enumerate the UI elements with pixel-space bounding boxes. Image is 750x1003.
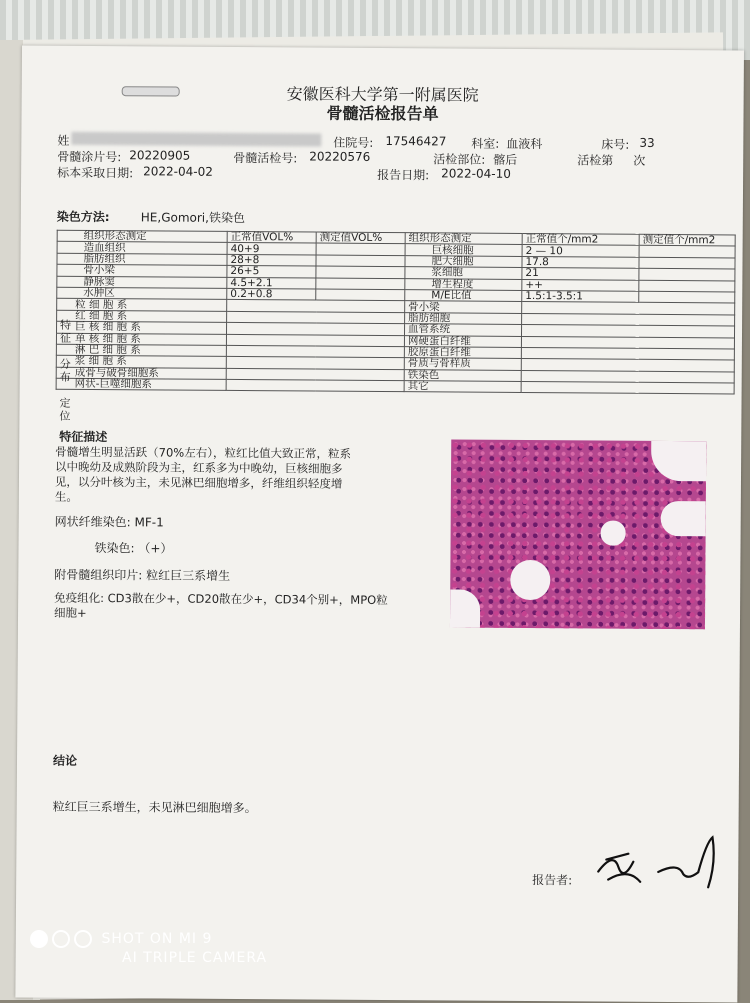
dept-label: 科室: (471, 136, 500, 151)
hospital-name: 安徽医科大学第一附属医院 (286, 84, 479, 105)
ihc-line: 免疫组化: CD3散在少+，CD20散在少+，CD34个别+，MPO粒 (54, 590, 388, 608)
ihc-result (54, 591, 388, 623)
table-cell: 增生程度 (405, 278, 522, 290)
stain-value: HE,Gomori,铁染色 (140, 210, 246, 226)
conclusion-text: 粒红巨三系增生，未见淋巴细胞增多。 (52, 799, 257, 816)
feature-side-char: 特 (60, 318, 72, 332)
table-cell: M/E比值 (405, 290, 522, 302)
feature-cell: 粒 细 胞 系 (57, 299, 227, 312)
ihc-line: 细胞+ (54, 605, 87, 620)
features-description (55, 445, 351, 507)
table-cell: 17.8 (522, 256, 639, 268)
table-cell: 2 — 10 (522, 245, 639, 257)
bone-marrow-micrograph (450, 439, 706, 629)
header-cell: 测定值VOL% (316, 232, 405, 244)
desc-line: 骨髓增生明显活跃（70%左右），粒红比值大致正常，粒系 (55, 444, 352, 461)
report-date-label: 报告日期: (377, 167, 430, 183)
feature-cell: 红 细 胞 系 (57, 310, 227, 323)
table-cell (639, 280, 735, 292)
sample-date: 2022-04-02 (143, 164, 213, 179)
reticulin-stain: 网状纤维染色: MF-1 (54, 514, 164, 530)
admission-label: 住院号: (333, 135, 374, 150)
biopsy-label: 骨髓活检号: (233, 150, 298, 166)
times-label: 活检第 (577, 153, 614, 168)
table-cell: 静脉窦 (57, 276, 227, 289)
header-cell: 组织形态测定 (57, 230, 227, 243)
feature-cell: 骨小梁 (405, 301, 522, 313)
camera-watermark (30, 930, 267, 966)
table-cell (639, 246, 735, 258)
table-cell: ++ (522, 279, 639, 291)
dept-value: 血液科 (506, 136, 543, 152)
report-sheet (15, 45, 744, 1002)
watermark-line2: AI TRIPLE CAMERA (122, 950, 268, 966)
admission-number: 17546427 (385, 134, 447, 149)
table-cell (639, 268, 735, 280)
table-cell: 4.5+2.1 (227, 277, 316, 289)
table-cell (316, 266, 405, 278)
desc-line: 见，以分叶核为主，未见淋巴细胞增多，纤维组织轻度增 (54, 474, 343, 491)
table-cell: 骨小梁 (57, 264, 227, 277)
table-cell: 0.2+0.8 (227, 288, 316, 300)
desc-line: 以中晚幼及成熟阶段为主，红系多为中晚幼，巨核细胞多 (55, 459, 343, 476)
redacted-name (71, 132, 321, 147)
stain-label: 染色方法: (56, 209, 110, 225)
feature-cell: 其它 (404, 381, 521, 393)
micrograph-space (661, 501, 706, 536)
name-label: 姓 (57, 133, 70, 148)
feature-side-char: 征 (59, 331, 72, 345)
feature-value (521, 382, 734, 395)
smear-number: 20220905 (129, 148, 191, 163)
table-cell: 浆细胞 (405, 267, 522, 279)
micrograph-space (510, 560, 550, 600)
feature-cell: 巨 核 细 胞 系 (57, 321, 227, 334)
table-cell: 巨核细胞 (405, 244, 522, 256)
site-value: 髂后 (493, 152, 518, 167)
morphology-table (56, 230, 736, 395)
watermark-dot-icon (74, 930, 92, 948)
feature-cell: 网状-巨噬细胞系 (56, 378, 226, 391)
features-title: 特征描述 (59, 429, 108, 445)
times-unit: 次 (633, 153, 646, 168)
table-cell: 28+8 (227, 254, 316, 266)
feature-cell: 铁染色 (404, 369, 521, 381)
header-cell: 正常值个/mm2 (522, 233, 639, 245)
watermark-dot-icon (30, 930, 48, 948)
report-date: 2022-04-10 (441, 166, 511, 181)
feature-cell: 脂肪细胞 (405, 312, 522, 324)
feature-cell: 浆 细 胞 系 (56, 356, 226, 369)
table-cell: 水肿区 (57, 287, 227, 300)
reporter-signature (588, 831, 728, 902)
table-cell: 21 (522, 268, 639, 280)
table-cell: 脂肪组织 (57, 253, 227, 266)
micrograph-space (601, 521, 626, 546)
micrograph-space (450, 589, 480, 627)
feature-side-char: 分 (59, 357, 71, 371)
table-cell: 40+9 (227, 243, 316, 255)
table-cell (639, 291, 735, 303)
feature-cell: 单 核 细 胞 系 (56, 333, 226, 346)
feature-cell: 淋 巴 细 胞 系 (56, 344, 226, 357)
feature-cell: 胶原蛋白纤维 (404, 347, 521, 359)
feature-side-char: 定 (59, 396, 71, 410)
header-cell: 测定值个/mm2 (639, 234, 735, 246)
bed-label: 床号: (601, 137, 630, 152)
feature-value (226, 379, 404, 392)
table-cell: 26+5 (227, 266, 316, 278)
table-cell (316, 255, 405, 267)
feature-cell: 成骨与破骨细胞系 (56, 367, 226, 380)
smear-label: 骨髓涂片号: (57, 149, 122, 165)
feature-cell: 网硬蛋白纤维 (404, 335, 521, 347)
site-label: 活检部位: (433, 152, 486, 167)
table-cell (316, 243, 405, 255)
table-cell: 肥大细胞 (405, 255, 522, 267)
header-cell: 正常值VOL% (227, 231, 316, 243)
watermark-line1: SHOT ON MI 9 (101, 931, 213, 947)
table-cell (316, 289, 405, 301)
bed-value: 33 (639, 135, 655, 150)
table-cell: 造血组织 (57, 242, 227, 255)
feature-side-char: 位 (59, 409, 71, 423)
header-cell: 组织形态测定 (405, 233, 522, 245)
biopsy-number: 20220576 (309, 149, 371, 164)
report-title: 骨髓活检报告单 (326, 103, 439, 124)
table-cell (316, 278, 405, 290)
feature-side-char: 布 (59, 370, 71, 384)
desc-line: 生。 (54, 489, 78, 504)
micrograph-space (651, 441, 706, 481)
iron-stain: 铁染色: （+） (94, 540, 173, 556)
conclusion-title: 结论 (52, 753, 78, 768)
feature-cell: 血管系统 (404, 324, 521, 336)
table-cell: 1.5:1-3.5:1 (522, 290, 639, 302)
feature-cell: 骨质与骨样质 (404, 358, 521, 370)
reporter-label: 报告者: (532, 873, 573, 888)
watermark-dot-icon (52, 930, 70, 948)
table-cell (639, 257, 735, 269)
sample-date-label: 标本采取日期: (57, 165, 134, 181)
imprint-result: 附骨髓组织印片: 粒红巨三系增生 (54, 567, 231, 583)
